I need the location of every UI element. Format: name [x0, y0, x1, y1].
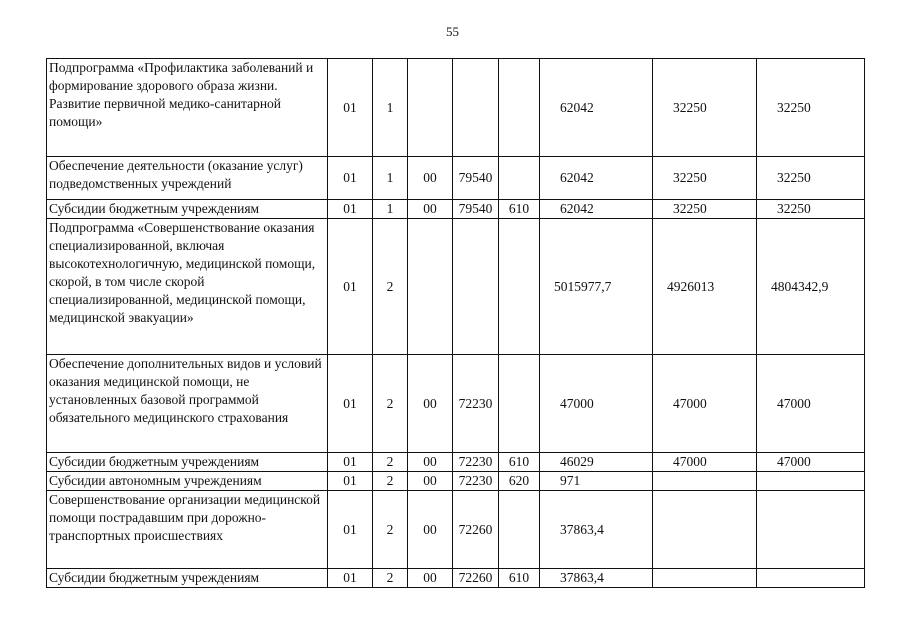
table-row: [47, 355, 865, 453]
row-name: Субсидии бюджетным учреждениям: [47, 453, 328, 472]
sum2-cell: 47000: [653, 355, 757, 453]
row-name: Совершенствование организации медицинской помощи пострадавшим при дорожно-транспортных происшествиях: [47, 491, 328, 569]
kod-cell: 00: [408, 355, 453, 453]
sum1-cell: 62042: [540, 59, 653, 157]
sum3-cell: [757, 569, 865, 588]
table-row: [47, 157, 865, 200]
razdel-cell: 01: [328, 453, 373, 472]
nomer-cell: 72230: [453, 355, 499, 453]
nomer-cell: 72230: [453, 453, 499, 472]
sum2-cell: 32250: [653, 200, 757, 219]
vid-cell: 620: [499, 472, 540, 491]
nomer-cell: 72230: [453, 472, 499, 491]
sum2-cell: 47000: [653, 453, 757, 472]
sum1-cell: 47000: [540, 355, 653, 453]
sum2-cell: 32250: [653, 157, 757, 200]
row-name: Субсидии бюджетным учреждениям: [47, 200, 328, 219]
sum1-cell: 62042: [540, 200, 653, 219]
podrazdel-cell: 1: [373, 157, 408, 200]
row-name: Обеспечение дополнительных видов и условий оказания медицинской помощи, не установленных базовой программой обязательного медицинского страхования: [47, 355, 328, 453]
sum1-cell: 971: [540, 472, 653, 491]
sum1-cell: 46029: [540, 453, 653, 472]
razdel-cell: 01: [328, 472, 373, 491]
table-row: [47, 491, 865, 569]
podrazdel-cell: 2: [373, 219, 408, 355]
sum3-cell: 32250: [757, 200, 865, 219]
row-name: Подпрограмма «Профилактика заболеваний и формирование здорового образа жизни. Развитие первичной медико-санитарной помощи»: [47, 59, 328, 157]
sum1-cell: 37863,4: [540, 569, 653, 588]
nomer-cell: 79540: [453, 200, 499, 219]
vid-cell: [499, 355, 540, 453]
row-name: Субсидии бюджетным учреждениям: [47, 569, 328, 588]
page-number: 55: [446, 24, 459, 39]
razdel-cell: 01: [328, 59, 373, 157]
nomer-cell: 72260: [453, 569, 499, 588]
razdel-cell: 01: [328, 355, 373, 453]
table-row: [47, 472, 865, 491]
sum2-cell: [653, 491, 757, 569]
row-name: Субсидии автономным учреждениям: [47, 472, 328, 491]
razdel-cell: 01: [328, 569, 373, 588]
budget-table: [46, 58, 865, 588]
kod-cell: [408, 219, 453, 355]
kod-cell: 00: [408, 453, 453, 472]
table-row: [47, 453, 865, 472]
row-name: Подпрограмма «Совершенствование оказания специализированной, включая высокотехнологичную, медицинской помощи, скорой, в том числе скорой специализированной, медицинской помощи, медицинской эвакуации»: [47, 219, 328, 355]
table-row: [47, 59, 865, 157]
sum1-cell: 62042: [540, 157, 653, 200]
sum2-cell: [653, 569, 757, 588]
podrazdel-cell: 2: [373, 472, 408, 491]
sum2-cell: [653, 472, 757, 491]
row-name: Обеспечение деятельности (оказание услуг) подведомственных учреждений: [47, 157, 328, 200]
table-row: [47, 200, 865, 219]
vid-cell: [499, 59, 540, 157]
podrazdel-cell: 2: [373, 453, 408, 472]
nomer-cell: [453, 219, 499, 355]
kod-cell: 00: [408, 569, 453, 588]
kod-cell: 00: [408, 472, 453, 491]
table-row: [47, 219, 865, 355]
kod-cell: 00: [408, 200, 453, 219]
sum1-cell: 5015977,7: [540, 219, 653, 355]
sum3-cell: [757, 472, 865, 491]
razdel-cell: 01: [328, 157, 373, 200]
sum2-cell: 32250: [653, 59, 757, 157]
vid-cell: 610: [499, 453, 540, 472]
vid-cell: 610: [499, 569, 540, 588]
sum3-cell: [757, 491, 865, 569]
podrazdel-cell: 2: [373, 569, 408, 588]
podrazdel-cell: 1: [373, 59, 408, 157]
podrazdel-cell: 1: [373, 200, 408, 219]
kod-cell: 00: [408, 491, 453, 569]
razdel-cell: 01: [328, 200, 373, 219]
razdel-cell: 01: [328, 219, 373, 355]
nomer-cell: [453, 59, 499, 157]
sum3-cell: 47000: [757, 355, 865, 453]
razdel-cell: 01: [328, 491, 373, 569]
sum3-cell: 32250: [757, 59, 865, 157]
table-row: [47, 569, 865, 588]
vid-cell: [499, 219, 540, 355]
vid-cell: [499, 491, 540, 569]
sum3-cell: 47000: [757, 453, 865, 472]
kod-cell: [408, 59, 453, 157]
nomer-cell: 79540: [453, 157, 499, 200]
podrazdel-cell: 2: [373, 355, 408, 453]
nomer-cell: 72260: [453, 491, 499, 569]
sum2-cell: 4926013: [653, 219, 757, 355]
sum3-cell: 4804342,9: [757, 219, 865, 355]
kod-cell: 00: [408, 157, 453, 200]
podrazdel-cell: 2: [373, 491, 408, 569]
sum1-cell: 37863,4: [540, 491, 653, 569]
vid-cell: [499, 157, 540, 200]
vid-cell: 610: [499, 200, 540, 219]
sum3-cell: 32250: [757, 157, 865, 200]
